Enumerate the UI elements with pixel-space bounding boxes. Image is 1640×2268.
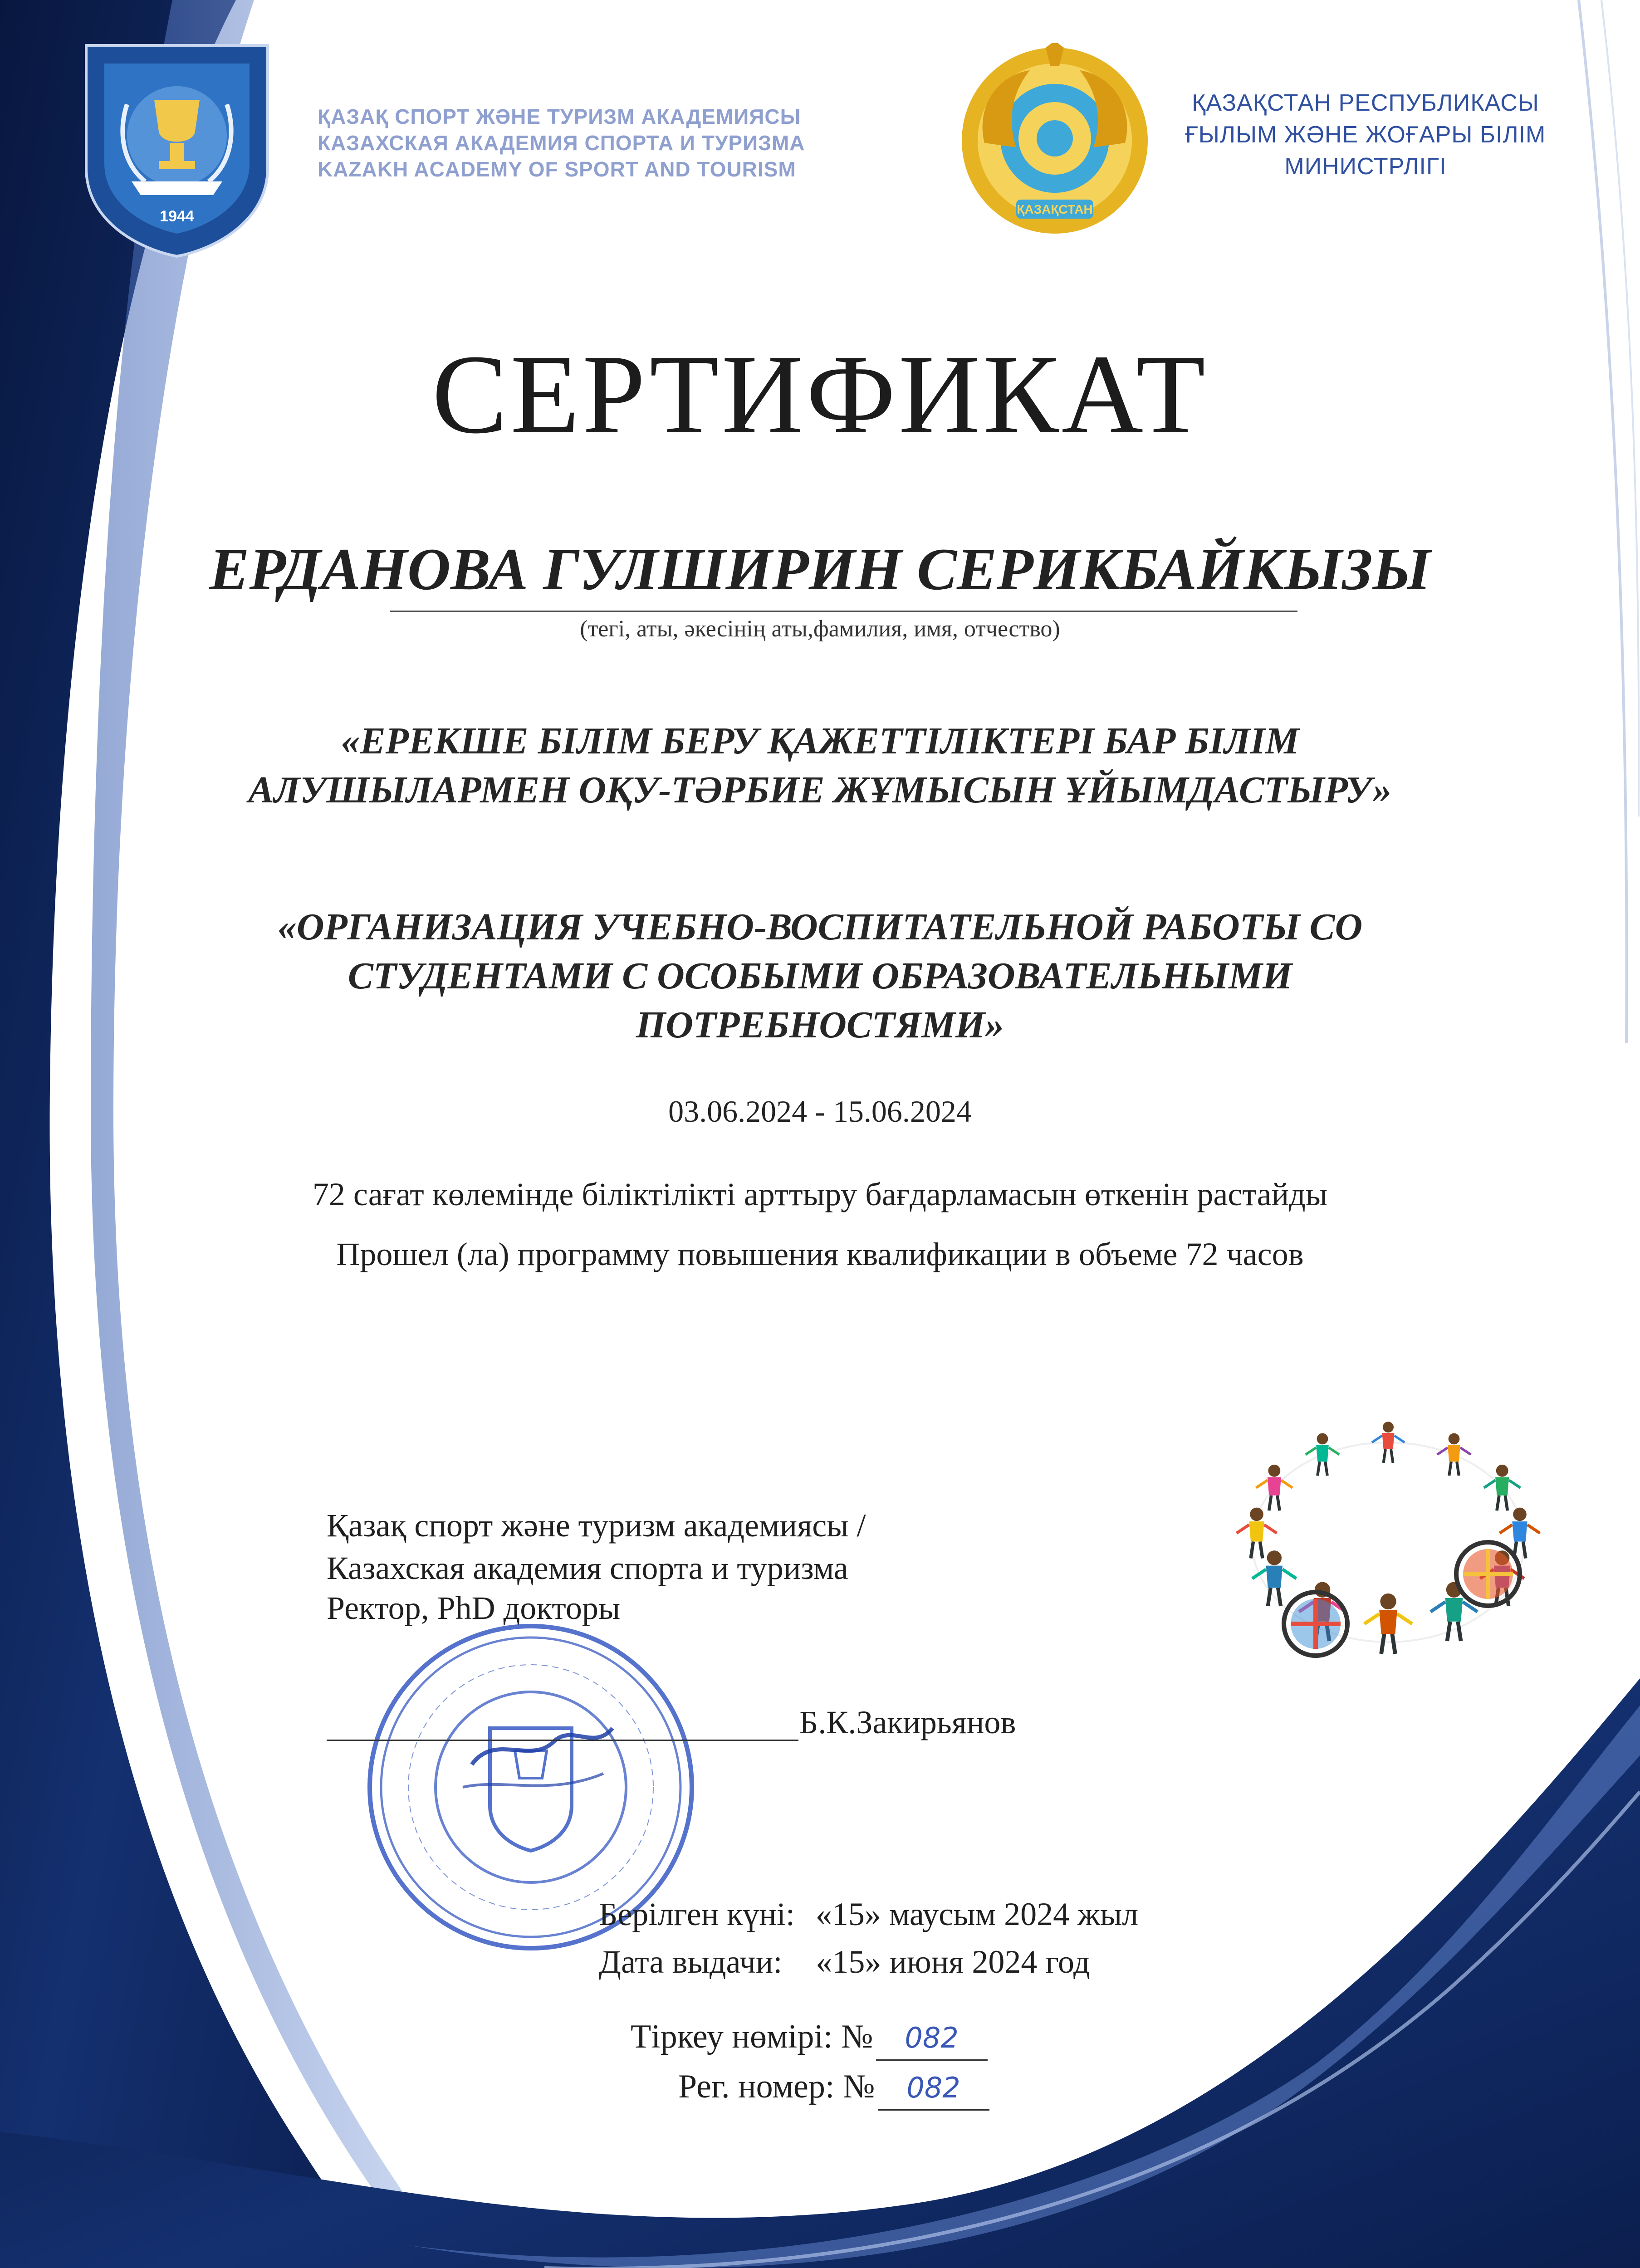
course-title-kz-line-2: АЛУШЫЛАРМЕН ОҚУ-ТӘРБИЕ ЖҰМЫСЫН ҰЙЫМДАСТЫРУ» [248, 769, 1392, 811]
course-title-ru-line-1: «ОРГАНИЗАЦИЯ УЧЕБНО-ВОСПИТАТЕЛЬНОЙ РАБОТЫ СО [277, 906, 1363, 948]
course-dates: 03.06.2024 - 15.06.2024 [668, 1094, 972, 1129]
child-figure [1256, 1465, 1292, 1510]
child-figure [1306, 1433, 1339, 1476]
course-title-kz-line-1: «ЕРЕКШЕ БІЛІМ БЕРУ ҚАЖЕТТІЛІКТЕРІ БАР БІЛІМ [341, 720, 1299, 762]
issue-date-ru-label: Дата выдачи: [599, 1944, 783, 1980]
ministry-line-1: ҚАЗАҚСТАН РЕСПУБЛИКАСЫ [1192, 90, 1539, 116]
recipient-name: ЕРДАНОВА ГУЛШИРИН СЕРИКБАЙКЫЗЫ [209, 536, 1431, 602]
certificate-title: СЕРТИФИКАТ [432, 332, 1208, 457]
course-title-kz [136, 717, 1504, 815]
child-figure [1364, 1593, 1412, 1654]
recipient-hint: (тегі, аты, әкесінің аты,фамилия, имя, отчество) [580, 616, 1060, 642]
issue-date-ru [599, 1941, 1325, 1982]
academy-name [318, 103, 953, 182]
inclusion-illustration [1216, 1397, 1561, 1678]
course-title-ru-line-3: ПОТРЕБНОСТЯМИ» [636, 1004, 1004, 1046]
ministry-line-2: ҒЫЛЫМ ЖӘНЕ ЖОҒАРЫ БІЛІМ [1185, 122, 1546, 148]
registration-kz-label: Тіркеу нөмірі: № [631, 2018, 873, 2055]
child-figure [1484, 1465, 1520, 1510]
child-figure [1237, 1508, 1277, 1559]
signatory-name: Б.К.Закирьянов [799, 1704, 1016, 1740]
registration-number-ru [678, 2066, 989, 2111]
hours-statement-ru: Прошел (ла) программу повышения квалификации в объеме 72 часов [336, 1236, 1304, 1272]
course-title-ru-line-2: СТУДЕНТАМИ С ОСОБЫМИ ОБРАЗОВАТЕЛЬНЫМИ [348, 955, 1292, 997]
issue-date-ru-value: «15» июня 2024 год [816, 1944, 1090, 1980]
ministry-line-3: МИНИСТРЛІГІ [1284, 153, 1447, 180]
course-title-ru [136, 903, 1504, 1050]
signatory-org-ru: Казахская академия спорта и туризма [327, 1550, 848, 1586]
issue-date-kz-value: «15» маусым 2024 жыл [815, 1896, 1139, 1932]
signatory-title: Ректор, PhD докторы [327, 1590, 621, 1626]
registration-kz-number: 082 [876, 2018, 988, 2061]
state-emblem [957, 43, 1152, 238]
hours-statement-kz: 72 сағат көлемінде біліктілікті арттыру бағдарламасын өткенін растайды [312, 1176, 1328, 1212]
signature-line [327, 1740, 798, 1741]
svg-text:1944: 1944 [160, 208, 194, 225]
academy-name-kz: ҚАЗАҚ СПОРТ ЖӘНЕ ТУРИЗМ АКАДЕМИЯСЫ [318, 105, 801, 128]
signatory-org-kz: Қазақ спорт және туризм академиясы / [327, 1507, 866, 1544]
academy-name-ru: КАЗАХСКАЯ АКАДЕМИЯ СПОРТА И ТУРИЗМА [318, 131, 805, 155]
registration-number-kz [631, 2016, 988, 2061]
recipient-underline [390, 611, 1297, 612]
child-figure [1437, 1433, 1471, 1476]
issue-date-kz-label: Берілген күні: [599, 1896, 795, 1932]
academy-name-en: KAZAKH ACADEMY OF SPORT AND TOURISM [318, 157, 796, 181]
state-emblem-kazakhstan-icon [957, 43, 1152, 238]
academy-logo [77, 32, 277, 259]
children-circle-holding-hands-icon [1216, 1397, 1561, 1678]
registration-ru-number: 082 [878, 2068, 989, 2111]
issue-date-kz [599, 1894, 1325, 1935]
academy-emblem-icon [77, 32, 277, 259]
svg-text:ҚАЗАҚСТАН: ҚАЗАҚСТАН [1017, 202, 1093, 216]
child-figure [1500, 1508, 1540, 1559]
registration-ru-label: Рег. номер: № [678, 2068, 875, 2105]
ministry-name [1152, 87, 1579, 182]
